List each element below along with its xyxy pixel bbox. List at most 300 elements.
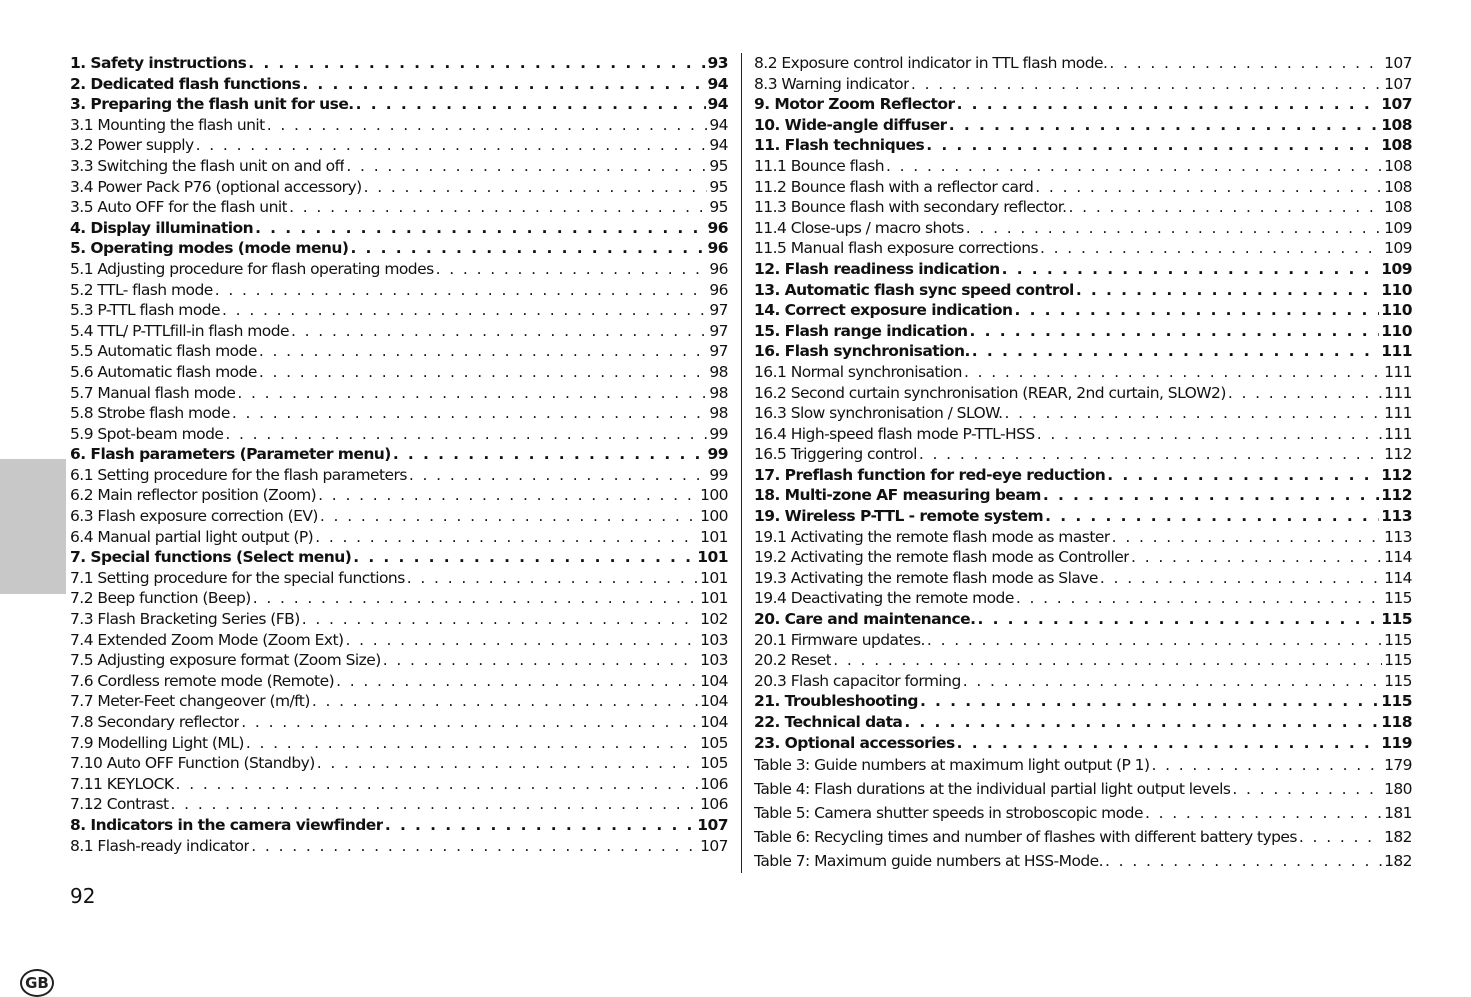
toc-leader-dots xyxy=(346,156,707,177)
toc-entry-page: 113 xyxy=(1381,507,1412,526)
toc-entry-page: 108 xyxy=(1384,198,1412,217)
toc-entry-title: 7.1 Setting procedure for the special functions xyxy=(70,568,405,587)
toc-entry-page: 107 xyxy=(1384,74,1412,93)
toc-leader-dots xyxy=(1145,801,1382,825)
toc-leader-dots xyxy=(1045,506,1379,527)
toc-entry-title: 2. Dedicated flash functions xyxy=(70,74,301,93)
toc-entry-page: 119 xyxy=(1381,733,1412,752)
toc-entry-title: 17. Preflash function for red-eye reduction xyxy=(754,465,1106,484)
toc-entry[interactable] xyxy=(754,733,1412,754)
toc-entry[interactable] xyxy=(70,177,728,198)
toc-entry-title: 7.7 Meter-Feet changeover (m/ft) xyxy=(70,692,310,711)
toc-entry-page: 115 xyxy=(1384,671,1412,690)
toc-entry-page: 180 xyxy=(1384,780,1412,799)
toc-entry-title: Table 7: Maximum guide numbers at HSS-Mode. xyxy=(754,852,1104,871)
toc-entry[interactable] xyxy=(70,341,728,362)
toc-entry-page: 94 xyxy=(707,74,728,93)
toc-entry-title: 11. Flash techniques xyxy=(754,136,925,155)
toc-entry[interactable] xyxy=(754,259,1412,280)
toc-leader-dots xyxy=(176,774,699,795)
toc-leader-dots xyxy=(964,362,1382,383)
toc-leader-dots xyxy=(364,177,708,198)
toc-leader-dots xyxy=(259,341,708,362)
toc-entry-page: 97 xyxy=(709,342,728,361)
toc-entry-page: 105 xyxy=(700,733,728,752)
toc-entry-title: 5. Operating modes (mode menu) xyxy=(70,239,349,258)
toc-entry-page: 115 xyxy=(1381,692,1412,711)
toc-entry[interactable] xyxy=(754,527,1412,548)
toc-entry[interactable] xyxy=(754,300,1412,321)
toc-entry[interactable] xyxy=(70,815,728,836)
toc-entry-title: 14. Correct exposure indication xyxy=(754,301,1013,320)
toc-leader-dots xyxy=(302,74,705,95)
toc-entry[interactable] xyxy=(70,609,728,630)
toc-entry-page: 108 xyxy=(1381,136,1412,155)
toc-entry[interactable] xyxy=(754,849,1412,873)
toc-entry[interactable] xyxy=(70,774,728,795)
toc-entry[interactable] xyxy=(70,94,728,115)
toc-entry-title: Table 5: Camera shutter speeds in stroboscopic mode xyxy=(754,804,1143,823)
toc-entry-page: 103 xyxy=(700,630,728,649)
toc-leader-dots xyxy=(949,115,1380,136)
toc-entry-page: 115 xyxy=(1384,630,1412,649)
toc-entry[interactable] xyxy=(754,74,1412,95)
toc-leader-dots xyxy=(350,238,705,259)
toc-entry-title: 8.3 Warning indicator xyxy=(754,74,909,93)
toc-entry[interactable] xyxy=(70,156,728,177)
toc-entry-page: 110 xyxy=(1381,301,1412,320)
toc-leader-dots xyxy=(232,403,708,424)
toc-entry-page: 108 xyxy=(1381,115,1412,134)
toc-entry-page: 111 xyxy=(1384,404,1412,423)
toc-entry-title: 6.4 Manual partial light output (P) xyxy=(70,527,314,546)
toc-entry-page: 111 xyxy=(1381,342,1412,361)
toc-entry[interactable] xyxy=(754,177,1412,198)
toc-entry-title: 11.5 Manual flash exposure corrections xyxy=(754,239,1038,258)
toc-entry-page: 102 xyxy=(700,610,728,629)
toc-entry-title: 21. Troubleshooting xyxy=(754,692,918,711)
toc-entry-title: 5.6 Automatic flash mode xyxy=(70,362,257,381)
toc-entry-page: 111 xyxy=(1384,383,1412,402)
toc-entry[interactable] xyxy=(70,733,728,754)
toc-leader-dots xyxy=(1131,547,1382,568)
toc-entry[interactable] xyxy=(754,424,1412,445)
toc-entry-title: 5.2 TTL- flash mode xyxy=(70,280,213,299)
toc-entry-page: 112 xyxy=(1381,486,1412,505)
toc-entry[interactable] xyxy=(754,671,1412,692)
toc-entry[interactable] xyxy=(754,135,1412,156)
toc-entry[interactable] xyxy=(70,197,728,218)
toc-entry[interactable] xyxy=(754,403,1412,424)
toc-entry[interactable] xyxy=(70,115,728,136)
toc-leader-dots xyxy=(904,712,1379,733)
toc-entry[interactable] xyxy=(70,238,728,259)
toc-leader-dots xyxy=(315,527,698,548)
toc-entry[interactable] xyxy=(754,568,1412,589)
toc-leader-dots xyxy=(1043,485,1379,506)
toc-entry[interactable] xyxy=(754,712,1412,733)
column-divider xyxy=(741,53,742,873)
toc-entry-title: 20.2 Reset xyxy=(754,651,832,670)
toc-entry-page: 109 xyxy=(1381,259,1412,278)
toc-leader-dots xyxy=(225,424,707,445)
toc-entry-title: 7.3 Flash Bracketing Series (FB) xyxy=(70,610,300,629)
toc-entry-title: 5.9 Spot-beam mode xyxy=(70,424,224,443)
toc-entry[interactable] xyxy=(70,218,728,239)
toc-entry[interactable] xyxy=(754,321,1412,342)
toc-entry[interactable] xyxy=(754,691,1412,712)
toc-leader-dots xyxy=(241,712,698,733)
toc-leader-dots xyxy=(1069,197,1383,218)
toc-entry-page: 101 xyxy=(700,589,728,608)
toc-entry-page: 115 xyxy=(1384,589,1412,608)
toc-entry-title: Table 3: Guide numbers at maximum light output (P 1) xyxy=(754,756,1150,775)
toc-entry[interactable] xyxy=(70,527,728,548)
toc-entry-title: 5.4 TTL/ P-TTLfill-in flash mode xyxy=(70,321,289,340)
toc-entry[interactable] xyxy=(754,485,1412,506)
toc-entry[interactable] xyxy=(754,341,1412,362)
toc-entry[interactable] xyxy=(70,506,728,527)
toc-entry-page: 107 xyxy=(1384,54,1412,72)
toc-entry[interactable] xyxy=(754,115,1412,136)
toc-entry[interactable] xyxy=(70,424,728,445)
toc-entry[interactable] xyxy=(754,156,1412,177)
toc-leader-dots xyxy=(407,568,698,589)
toc-entry-page: 182 xyxy=(1384,852,1412,871)
toc-entry-title: 22. Technical data xyxy=(754,713,903,731)
toc-entry-title: 8.1 Flash-ready indicator xyxy=(70,836,250,855)
toc-leader-dots xyxy=(1076,280,1379,301)
toc-entry-title: 18. Multi-zone AF measuring beam xyxy=(754,486,1041,505)
toc-leader-dots xyxy=(222,300,707,321)
toc-entry-title: 7.8 Secondary reflector xyxy=(70,713,240,731)
toc-entry-page: 112 xyxy=(1384,445,1412,464)
toc-entry-page: 108 xyxy=(1384,177,1412,196)
toc-entry-page: 179 xyxy=(1384,756,1412,775)
toc-entry-page: 99 xyxy=(707,445,728,464)
toc-entry-page: 106 xyxy=(700,795,728,814)
toc-entry[interactable] xyxy=(70,630,728,651)
toc-entry-title: 16.2 Second curtain synchronisation (REAR, 2nd curtain, SLOW2) xyxy=(754,383,1226,402)
toc-entry[interactable] xyxy=(754,547,1412,568)
toc-leader-dots xyxy=(393,444,706,465)
toc-entry-title: 7.5 Adjusting exposure format (Zoom Size) xyxy=(70,651,381,670)
toc-leader-dots xyxy=(336,671,698,692)
toc-entry[interactable] xyxy=(754,197,1412,218)
toc-entry[interactable] xyxy=(754,777,1412,801)
toc-entry-page: 110 xyxy=(1381,321,1412,340)
toc-entry[interactable] xyxy=(754,53,1412,74)
toc-entry-title: 19. Wireless P-TTL - remote system xyxy=(754,507,1044,526)
toc-entry-page: 97 xyxy=(709,321,728,340)
toc-entry-page: 110 xyxy=(1381,280,1412,299)
toc-entry-title: 16.5 Triggering control xyxy=(754,445,917,464)
toc-entry-page: 94 xyxy=(707,95,728,114)
toc-entry[interactable] xyxy=(70,485,728,506)
toc-entry[interactable] xyxy=(70,259,728,280)
toc-entry-page: 96 xyxy=(709,280,728,299)
toc-entry-page: 115 xyxy=(1384,651,1412,670)
toc-entry-title: 19.2 Activating the remote flash mode as Controller xyxy=(754,548,1130,567)
toc-leader-dots xyxy=(356,94,706,115)
toc-leader-dots xyxy=(1232,777,1382,801)
toc-entry[interactable] xyxy=(70,568,728,589)
toc-entry-title: 16.1 Normal synchronisation xyxy=(754,362,962,381)
toc-leader-dots xyxy=(302,609,698,630)
toc-entry-title: 12. Flash readiness indication xyxy=(754,259,1000,278)
toc-entry-page: 114 xyxy=(1384,548,1412,567)
toc-entry[interactable] xyxy=(754,630,1412,651)
toc-entry-title: 1. Safety instructions xyxy=(70,54,247,72)
toc-entry-title: 7.2 Beep function (Beep) xyxy=(70,589,251,608)
toc-leader-dots xyxy=(196,135,708,156)
toc-leader-dots xyxy=(957,94,1380,115)
toc-entry[interactable] xyxy=(70,650,728,671)
toc-entry-page: 95 xyxy=(709,198,728,217)
toc-entry[interactable] xyxy=(754,94,1412,115)
toc-entry[interactable] xyxy=(754,506,1412,527)
toc-leader-dots xyxy=(1299,825,1382,849)
toc-leader-dots xyxy=(251,836,698,857)
toc-leader-dots xyxy=(1037,424,1382,445)
toc-entry-title: 16.4 High-speed flash mode P-TTL-HSS xyxy=(754,424,1035,443)
toc-entry-title: 19.4 Deactivating the remote mode xyxy=(754,589,1014,608)
toc-entry[interactable] xyxy=(754,825,1412,849)
toc-entry[interactable] xyxy=(70,53,728,74)
toc-entry[interactable] xyxy=(70,135,728,156)
language-side-tab xyxy=(0,459,66,992)
toc-entry-page: 101 xyxy=(700,527,728,546)
toc-entry-page: 111 xyxy=(1384,424,1412,443)
toc-entry-title: 3.1 Mounting the flash unit xyxy=(70,115,265,134)
toc-leader-dots xyxy=(312,691,698,712)
toc-leader-dots xyxy=(318,485,698,506)
toc-entry-title: 16.3 Slow synchronisation / SLOW. xyxy=(754,404,1003,423)
toc-entry-title: 5.8 Strobe flash mode xyxy=(70,404,230,423)
toc-entry-title: 11.3 Bounce flash with secondary reflector. xyxy=(754,198,1067,217)
toc-leader-dots xyxy=(1015,300,1380,321)
toc-entry-page: 109 xyxy=(1384,218,1412,237)
toc-entry-page: 115 xyxy=(1381,610,1412,629)
toc-entry-page: 94 xyxy=(709,115,728,134)
toc-entry-title: 5.5 Automatic flash mode xyxy=(70,342,257,361)
toc-entry[interactable] xyxy=(754,801,1412,825)
toc-entry-page: 104 xyxy=(700,671,728,690)
toc-entry[interactable] xyxy=(70,753,728,774)
toc-leader-dots xyxy=(1228,383,1382,404)
toc-entry-page: 107 xyxy=(700,836,728,855)
toc-entry-title: 5.3 P-TTL flash mode xyxy=(70,301,221,320)
toc-entry-page: 181 xyxy=(1384,804,1412,823)
toc-entry[interactable] xyxy=(70,321,728,342)
toc-entry-page: 100 xyxy=(700,507,728,526)
toc-entry-title: 15. Flash range indication xyxy=(754,321,968,340)
toc-entry-page: 182 xyxy=(1384,828,1412,847)
toc-leader-dots xyxy=(1112,527,1382,548)
toc-leader-dots xyxy=(289,197,707,218)
toc-entry-title: 11.2 Bounce flash with a reflector card xyxy=(754,177,1034,196)
toc-entry-title: 7.4 Extended Zoom Mode (Zoom Ext) xyxy=(70,630,344,649)
toc-entry-title: 6.3 Flash exposure correction (EV) xyxy=(70,507,318,526)
toc-entry[interactable] xyxy=(70,671,728,692)
toc-entry-title: 6. Flash parameters (Parameter menu) xyxy=(70,445,391,464)
toc-entry-page: 100 xyxy=(700,486,728,505)
toc-leader-dots xyxy=(248,53,705,74)
toc-entry-title: 7. Special functions (Select menu) xyxy=(70,548,352,567)
toc-leader-dots xyxy=(1107,465,1379,486)
toc-leader-dots xyxy=(317,753,698,774)
toc-leader-dots xyxy=(1016,588,1382,609)
toc-entry-title: 20. Care and maintenance. xyxy=(754,610,976,629)
toc-entry[interactable] xyxy=(754,588,1412,609)
language-badge: GB xyxy=(20,969,54,997)
toc-leader-dots xyxy=(1040,238,1382,259)
toc-entry[interactable] xyxy=(70,383,728,404)
toc-entry-page: 108 xyxy=(1384,156,1412,175)
toc-entry-title: 7.9 Modelling Light (ML) xyxy=(70,733,244,752)
toc-entry-title: Table 4: Flash durations at the individual partial light output levels xyxy=(754,780,1231,799)
page-number: 92 xyxy=(70,884,96,908)
toc-entry-page: 98 xyxy=(709,404,728,423)
toc-entry-title: 9. Motor Zoom Reflector xyxy=(754,95,955,114)
toc-leader-dots xyxy=(246,733,698,754)
toc-entry-page: 99 xyxy=(709,424,728,443)
toc-entry-title: 7.10 Auto OFF Function (Standby) xyxy=(70,754,315,773)
toc-entry[interactable] xyxy=(754,238,1412,259)
toc-entry-page: 93 xyxy=(707,54,728,72)
toc-entry-page: 97 xyxy=(709,301,728,320)
toc-entry[interactable] xyxy=(70,794,728,815)
toc-entry-title: 10. Wide-angle diffuser xyxy=(754,115,947,134)
toc-entry-page: 118 xyxy=(1381,713,1412,731)
toc-entry-title: 7.6 Cordless remote mode (Remote) xyxy=(70,671,335,690)
toc-leader-dots xyxy=(409,465,708,486)
toc-entry-title: 5.7 Manual flash mode xyxy=(70,383,236,402)
toc-entry-page: 96 xyxy=(709,259,728,278)
toc-leader-dots xyxy=(320,506,698,527)
toc-entry[interactable] xyxy=(70,280,728,301)
toc-leader-dots xyxy=(237,383,707,404)
toc-entry-title: 6.1 Setting procedure for the flash parameters xyxy=(70,465,407,484)
toc-entry-title: 13. Automatic flash sync speed control xyxy=(754,280,1074,299)
toc-entry-title: 16. Flash synchronisation. xyxy=(754,342,970,361)
toc-leader-dots xyxy=(972,341,1380,362)
toc-leader-dots xyxy=(970,321,1380,342)
toc-entry[interactable] xyxy=(70,362,728,383)
toc-entry-page: 114 xyxy=(1384,568,1412,587)
toc-entry[interactable] xyxy=(754,465,1412,486)
toc-entry-page: 109 xyxy=(1384,239,1412,258)
toc-leader-dots xyxy=(259,362,708,383)
toc-entry[interactable] xyxy=(754,383,1412,404)
toc-entry-title: 11.4 Close-ups / macro shots xyxy=(754,218,964,237)
toc-leader-dots xyxy=(353,547,695,568)
toc-entry-title: 8.2 Exposure control indicator in TTL flash mode. xyxy=(754,54,1108,72)
toc-entry-title: 7.11 KEYLOCK xyxy=(70,774,174,793)
toc-entry-page: 104 xyxy=(700,692,728,711)
toc-entry[interactable] xyxy=(70,74,728,95)
toc-entry-page: 95 xyxy=(709,177,728,196)
toc-entry[interactable] xyxy=(70,444,728,465)
toc-entry-title: 3.2 Power supply xyxy=(70,136,194,155)
toc-entry[interactable] xyxy=(70,465,728,486)
toc-entry[interactable] xyxy=(70,588,728,609)
toc-entry-page: 106 xyxy=(700,774,728,793)
toc-entry[interactable] xyxy=(70,403,728,424)
toc-entry[interactable] xyxy=(754,609,1412,630)
toc-leader-dots xyxy=(1002,259,1380,280)
toc-entry-title: 8. Indicators in the camera viewfinder xyxy=(70,815,383,834)
toc-leader-dots xyxy=(927,630,1382,651)
toc-leader-dots xyxy=(383,650,698,671)
toc-leader-dots xyxy=(1109,53,1382,74)
toc-leader-dots xyxy=(346,630,699,651)
toc-leader-dots xyxy=(926,135,1379,156)
toc-leader-dots xyxy=(1005,403,1383,424)
toc-entry[interactable] xyxy=(70,547,728,568)
toc-entry-title: 19.1 Activating the remote flash mode as master xyxy=(754,527,1110,546)
toc-leader-dots xyxy=(977,609,1379,630)
toc-entry-page: 96 xyxy=(707,239,728,258)
toc-entry-title: 19.3 Activating the remote flash mode as Slave xyxy=(754,568,1098,587)
toc-entry-title: 3.5 Auto OFF for the flash unit xyxy=(70,198,288,217)
toc-entry[interactable] xyxy=(754,280,1412,301)
toc-entry[interactable] xyxy=(70,300,728,321)
toc-entry[interactable] xyxy=(754,753,1412,777)
toc-leader-dots xyxy=(1035,177,1382,198)
toc-entry[interactable] xyxy=(754,362,1412,383)
toc-entry[interactable] xyxy=(70,712,728,733)
toc-entry-page: 113 xyxy=(1384,527,1412,546)
toc-entry-page: 104 xyxy=(700,713,728,731)
toc-entry[interactable] xyxy=(754,218,1412,239)
toc-leader-dots xyxy=(920,691,1379,712)
toc-entry-title: 20.1 Firmware updates. xyxy=(754,630,925,649)
toc-entry-title: 3.3 Switching the flash unit on and off xyxy=(70,156,345,175)
toc-entry-title: 11.1 Bounce flash xyxy=(754,156,884,175)
toc-entry[interactable] xyxy=(754,444,1412,465)
toc-leader-dots xyxy=(215,280,708,301)
toc-entry-title: 4. Display illumination xyxy=(70,218,254,237)
toc-entry-page: 107 xyxy=(1381,95,1412,114)
toc-entry-page: 98 xyxy=(709,383,728,402)
toc-entry-title: 6.2 Main reflector position (Zoom) xyxy=(70,486,317,505)
toc-entry-page: 112 xyxy=(1381,465,1412,484)
toc-leader-dots xyxy=(911,74,1382,95)
toc-leader-dots xyxy=(963,671,1382,692)
toc-entry-title: 3.4 Power Pack P76 (optional accessory) xyxy=(70,177,362,196)
toc-entry-page: 107 xyxy=(697,815,728,834)
toc-leader-dots xyxy=(919,444,1382,465)
toc-leader-dots xyxy=(436,259,708,280)
toc-entry-page: 95 xyxy=(709,156,728,175)
toc-leader-dots xyxy=(171,794,699,815)
toc-entry[interactable] xyxy=(70,836,728,857)
toc-entry-title: Table 6: Recycling times and number of flashes with different battery types xyxy=(754,828,1297,847)
toc-entry-title: 5.1 Adjusting procedure for flash operating modes xyxy=(70,259,434,278)
toc-leader-dots xyxy=(957,733,1380,754)
toc-entry-page: 98 xyxy=(709,362,728,381)
toc-entry[interactable] xyxy=(754,650,1412,671)
toc-entry-page: 105 xyxy=(700,754,728,773)
toc-entry-page: 101 xyxy=(697,548,728,567)
toc-leader-dots xyxy=(833,650,1382,671)
toc-leader-dots xyxy=(385,815,695,836)
toc-entry[interactable] xyxy=(70,691,728,712)
toc-entry-title: 3. Preparing the flash unit for use. xyxy=(70,95,354,114)
toc-leader-dots xyxy=(1100,568,1382,589)
toc-entry-title: 7.12 Contrast xyxy=(70,795,169,814)
